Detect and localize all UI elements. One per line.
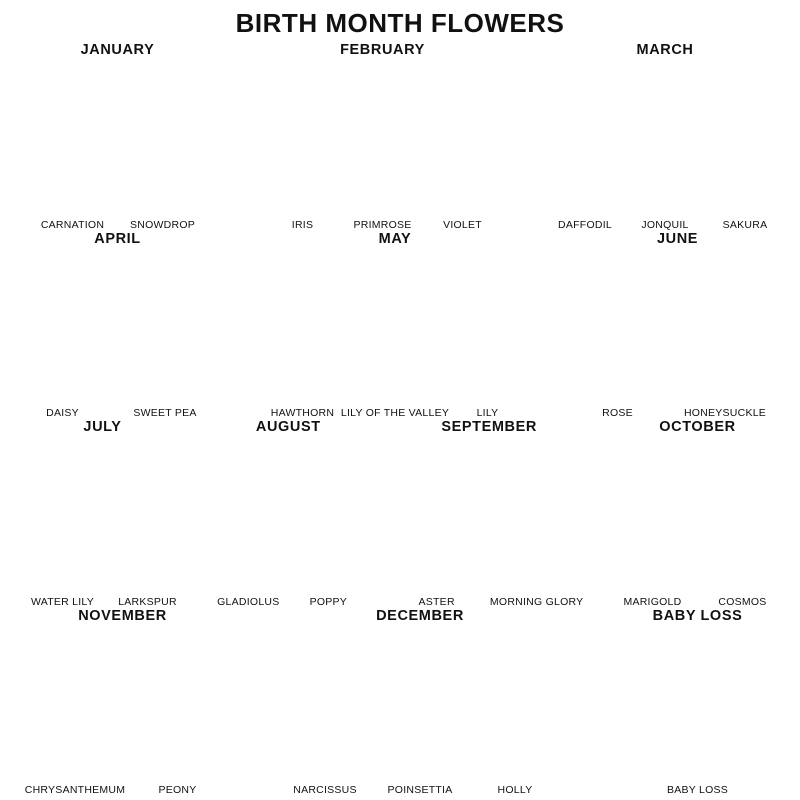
flower-label: CHRYSANTHEMUM xyxy=(24,784,126,796)
flower-item xyxy=(665,405,785,419)
flower-label: WATER LILY xyxy=(31,595,94,608)
month-row xyxy=(10,42,790,231)
flower-item xyxy=(423,217,503,231)
flower-list xyxy=(570,248,785,420)
flower-item xyxy=(607,594,697,608)
flower-list xyxy=(208,436,368,608)
flower-item xyxy=(389,594,484,608)
flower-item xyxy=(373,782,468,796)
flower-item xyxy=(110,405,220,419)
flower-label: BABY LOSS xyxy=(666,784,728,796)
flower-list xyxy=(263,248,528,420)
flower-label: POINSETTIA xyxy=(387,784,453,796)
flower-list xyxy=(20,625,225,797)
flower-item xyxy=(15,405,110,419)
flower-list xyxy=(15,248,220,420)
flower-label: POPPY xyxy=(309,595,348,608)
flower-item xyxy=(545,217,625,231)
flower-label: GLADIOLUS xyxy=(217,595,280,608)
flower-list xyxy=(607,436,787,608)
flower-label: DAFFODIL xyxy=(558,218,612,231)
flower-item xyxy=(20,782,130,796)
flower-label: PEONY xyxy=(158,784,197,796)
flower-label: NARCISSUS xyxy=(293,784,357,796)
month-row xyxy=(10,419,790,608)
flower-label: DAISY xyxy=(46,407,79,419)
month-group-september xyxy=(382,419,597,608)
month-label: FEBRUARY xyxy=(340,42,425,58)
flower-list xyxy=(389,436,589,608)
flower-label: SNOWDROP xyxy=(130,218,195,231)
flower-label: SAKURA xyxy=(722,218,768,231)
month-label: DECEMBER xyxy=(376,607,464,624)
flower-label: MORNING GLORY xyxy=(489,595,584,608)
month-group-february xyxy=(260,42,505,231)
flower-item xyxy=(28,217,118,231)
flower-label: MARIGOLD xyxy=(623,595,682,608)
flower-item xyxy=(448,405,528,419)
month-label: MARCH xyxy=(636,42,694,58)
month-group-march xyxy=(540,42,790,231)
month-row xyxy=(10,608,790,797)
flower-item xyxy=(484,594,589,608)
flower-list xyxy=(263,59,503,231)
flower-item xyxy=(118,217,208,231)
flower-label: LARKSPUR xyxy=(118,595,177,608)
month-rows xyxy=(10,42,790,796)
month-label: MAY xyxy=(378,230,412,247)
month-group-august xyxy=(203,419,373,608)
flower-item xyxy=(288,594,368,608)
flower-label: SWEET PEA xyxy=(133,407,197,419)
flower-list xyxy=(28,59,208,231)
flower-label: JONQUIL xyxy=(641,218,689,231)
month-group-october xyxy=(605,419,790,608)
flower-item xyxy=(697,594,787,608)
flower-item xyxy=(208,594,288,608)
month-row xyxy=(10,231,790,420)
flower-item xyxy=(278,782,373,796)
month-label: SEPTEMBER xyxy=(441,419,537,435)
month-label: BABY LOSS xyxy=(652,607,743,624)
flower-item xyxy=(343,217,423,231)
month-group-november xyxy=(10,608,235,797)
flower-label: HOLLY xyxy=(497,784,533,796)
flower-label: PRIMROSE xyxy=(353,218,412,231)
month-label: AUGUST xyxy=(255,419,321,435)
flower-label: LILY OF THE VALLEY xyxy=(340,407,450,419)
flower-item xyxy=(130,782,225,796)
flower-item xyxy=(263,217,343,231)
flower-item xyxy=(653,782,743,796)
month-group-january xyxy=(10,42,225,231)
month-label: JULY xyxy=(83,419,122,435)
flower-item xyxy=(263,405,343,419)
month-label: NOVEMBER xyxy=(78,607,167,624)
page-title: BIRTH MONTH FLOWERS xyxy=(235,8,565,38)
flower-label: IRIS xyxy=(291,218,314,231)
month-group-june xyxy=(565,231,790,420)
month-group-baby-loss xyxy=(605,608,790,797)
flower-item xyxy=(625,217,705,231)
flower-item xyxy=(108,594,188,608)
flower-label: ROSE xyxy=(602,407,633,419)
flower-list xyxy=(653,625,743,797)
month-group-july xyxy=(10,419,195,608)
flower-label: HAWTHORN xyxy=(270,407,335,419)
flower-item xyxy=(468,782,563,796)
month-group-may xyxy=(263,231,528,420)
flower-item xyxy=(340,405,450,419)
month-label: JUNE xyxy=(656,230,699,247)
flower-item xyxy=(570,405,665,419)
flower-label: VIOLET xyxy=(443,218,482,231)
flower-list xyxy=(278,625,563,797)
flower-item xyxy=(18,594,108,608)
month-label: JANUARY xyxy=(80,42,155,58)
flower-label: CARNATION xyxy=(40,218,105,231)
month-group-april xyxy=(10,231,225,420)
flower-list xyxy=(18,436,188,608)
flower-label: LILY xyxy=(476,407,499,419)
month-label: OCTOBER xyxy=(659,419,736,435)
flower-label: HONEYSUCKLE xyxy=(683,407,767,419)
flower-item xyxy=(705,217,785,231)
flower-label: COSMOS xyxy=(718,595,767,608)
month-group-december xyxy=(275,608,565,797)
month-label: APRIL xyxy=(94,230,141,247)
flower-label: ASTER xyxy=(418,595,455,608)
flower-list xyxy=(545,59,785,231)
